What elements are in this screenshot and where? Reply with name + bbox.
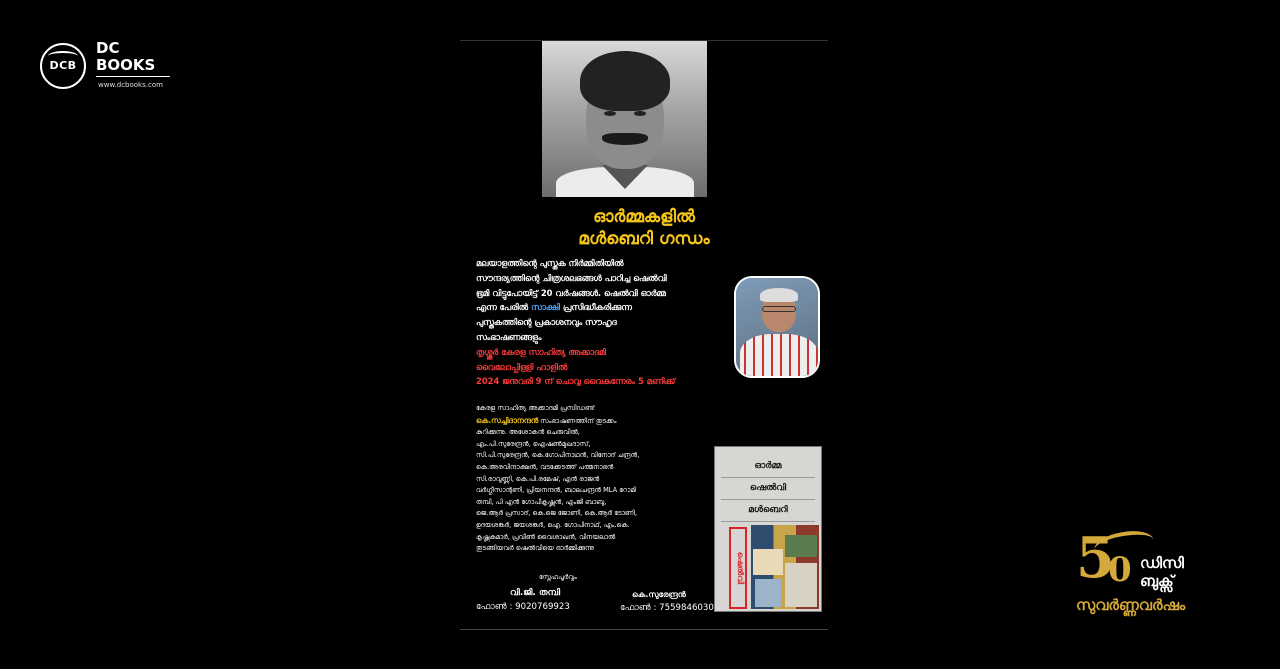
poster-title-line1: ഓർമ്മകളിൽ bbox=[593, 207, 695, 227]
book-collage-image bbox=[751, 525, 819, 609]
poster-bottom-border bbox=[460, 629, 828, 630]
book-title-line2: ഷെൽവി bbox=[749, 483, 787, 493]
contact2-phone: ഫോൺ : 7559846030 bbox=[620, 603, 714, 613]
venue-line: വൈലോപ്പിള്ളി ഹാളിൽ bbox=[476, 361, 568, 372]
logo-circle-text: DCB bbox=[49, 59, 77, 72]
desc-line: മലയാളത്തിന്റെ പുസ്തക നിർമ്മിതിയിൽ bbox=[476, 258, 624, 268]
president-line bbox=[476, 415, 726, 428]
venue-line: തൃശ്ശൂർ കേരള സാഹിത്യ അക്കാദമി bbox=[476, 346, 606, 357]
dcb-circle-icon bbox=[40, 43, 86, 89]
book-red-label-text: ഷെൽവി bbox=[736, 551, 745, 585]
logo-brand-line2: BOOKS bbox=[96, 56, 156, 74]
logo-divider bbox=[96, 76, 170, 77]
book-title-line1: ഓർമ്മ bbox=[754, 461, 782, 471]
contact2-name: കെ.സുരേന്ദ്രൻ bbox=[632, 590, 686, 599]
event-poster bbox=[460, 40, 828, 630]
book-cover bbox=[714, 446, 822, 612]
speaker-line: ജെ.ആർ പ്രസാദ്, കെ.ജെ ജോണി, കെ.ആർ ടോണി, bbox=[476, 509, 637, 518]
book-title-line3: മൾബെറി bbox=[748, 505, 788, 515]
jubilee-dc-line2: ബുക്സ് bbox=[1140, 572, 1174, 590]
president-suffix: സംഭാഷണത്തിന് തുടക്കം bbox=[538, 416, 617, 425]
jubilee-dc-line1: ഡിസി bbox=[1140, 554, 1184, 572]
desc-line: ഭൂമി വിട്ടുപോയിട്ട് 20 വർഷങ്ങൾ. ഷെൽവി ഓർമ്മ bbox=[476, 287, 666, 298]
logo-url: www.dcbooks.com bbox=[98, 81, 163, 89]
jubilee-gold-text: സുവർണ്ണവർഷം bbox=[1076, 596, 1186, 614]
dc-books-logo bbox=[40, 40, 175, 95]
speaker-line: വർഗ്ഗീസാന്റണി, പ്രിയനന്ദൻ, ബാലചന്ദ്രൻ MLA റോമി bbox=[476, 486, 636, 495]
speaker-line: കെ.അരവിന്ദാക്ഷൻ, വടക്കേടത്ത് പത്മനാഭൻ bbox=[476, 462, 614, 471]
contact1-phone: ഫോൺ : 9020769923 bbox=[476, 602, 570, 612]
contact1-name: വി.ജി. തമ്പി bbox=[510, 588, 561, 598]
speaker-line: കൃഷ്ണകുമാർ, പ്രവീൺ വൈശാഖൻ, വിനയലാൽ bbox=[476, 532, 616, 541]
desc-text: പ്രസിദ്ധീകരിക്കുന്ന bbox=[562, 302, 632, 313]
poster-title-line2: മൾബെറി ഗന്ധം bbox=[578, 229, 710, 249]
book-red-label bbox=[729, 527, 747, 609]
jubilee-zero: 0 bbox=[1108, 550, 1132, 590]
event-description bbox=[476, 256, 738, 389]
logo-brand-name bbox=[96, 40, 155, 74]
publisher-highlight: സാക്ഷി bbox=[530, 302, 560, 313]
speaker-line: തമ്പി, പി എൻ ഗോപീകൃഷ്ണൻ, എംജി ബാബു, bbox=[476, 497, 607, 506]
desc-line: സൗന്ദര്യത്തിന്റെ ചിത്രശലഭങ്ങൾ പാറിച്ച ഷെൽവി bbox=[476, 272, 667, 283]
speaker-line: കുറിക്കുന്നു. അശോകൻ ചെരുവിൽ, bbox=[476, 428, 580, 437]
greeting: സ്നേഹപൂർവ്വം bbox=[539, 573, 577, 581]
shelvy-portrait bbox=[542, 41, 707, 197]
speaker-line: എം.പി.സുരേന്ദ്രൻ, ഐഷൺമുഖദാസ്, bbox=[476, 439, 591, 448]
desc-line: പുസ്തകത്തിന്റെ പ്രകാശനവും സൗഹൃദ bbox=[476, 317, 617, 328]
speakers-intro: കേരള സാഹിത്യ അക്കാദമി പ്രസിഡണ്ട് bbox=[476, 404, 595, 412]
speaker-line: ഉദയശങ്കർ, ജയശങ്കർ, ഐ. ഗോപിനാഥ്, എം.കെ. bbox=[476, 520, 630, 529]
guest-photo bbox=[734, 276, 820, 378]
desc-line: സംഭാഷണങ്ങളും bbox=[476, 331, 542, 342]
jubilee-five: 5 bbox=[1076, 525, 1115, 591]
desc-text: എന്ന പേരിൽ bbox=[476, 302, 529, 313]
logo-brand-line1: DC bbox=[96, 39, 120, 57]
president-name: കെ.സച്ചിദാനന്ദൻ bbox=[476, 415, 539, 425]
speaker-line: തുടങ്ങിയവർ ഷെൽവിയെ ഓർമ്മിക്കുന്നു bbox=[476, 544, 595, 553]
desc-line bbox=[476, 300, 738, 315]
speaker-line: സി.പി.സുരേന്ദ്രൻ, കെ.ഗോപിനാഥൻ, വിനോദ് ചന്ദ്രൻ, bbox=[476, 451, 640, 460]
event-datetime: 2024 ജനുവരി 9 ന് ചൊവ്വ വൈകുന്നേരം 5 മണിക്ക് bbox=[476, 376, 676, 387]
speakers-list bbox=[476, 403, 726, 555]
golden-jubilee-logo bbox=[1060, 522, 1230, 617]
speaker-line: സി.രാവുണ്ണി, കെ.പി.രമേഷ്, എൻ രാജൻ bbox=[476, 474, 600, 483]
